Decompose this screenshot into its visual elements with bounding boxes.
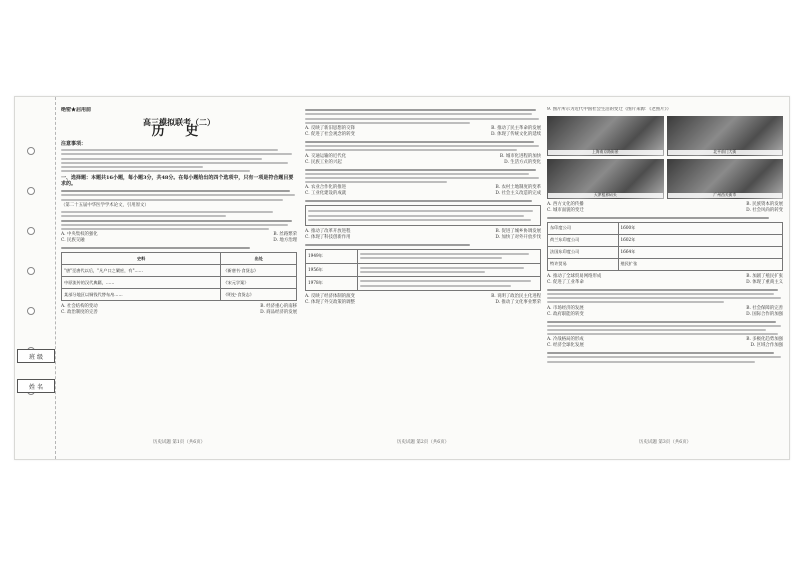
table-cell: 荷兰东印度公司 (548, 234, 619, 246)
binding-hole (27, 307, 35, 315)
photo-caption: 上海南京路街景 (548, 150, 663, 155)
q1-reference: （第二十五届中华医学学术论文，引用原文） (61, 202, 149, 208)
option[interactable]: B. 社会保障的完善 (746, 305, 783, 311)
historical-photo (547, 159, 664, 199)
option[interactable]: C. 体现了科技创新作用 (305, 235, 351, 240)
option[interactable]: B. 说明了政治民主化进程 (491, 293, 541, 299)
option[interactable]: D. 体现了传统文化的延续 (490, 131, 541, 137)
q9-lead: 9. 图片所示为近代中国社会生活的变迁（图片来源：《老照片》） (547, 107, 672, 112)
table-cell: 《新唐书·食货志》 (221, 265, 297, 277)
photo-grid (547, 116, 783, 199)
option[interactable]: D. 地方治理 (273, 238, 297, 244)
option[interactable]: B. 丝路繁荣 (273, 232, 297, 238)
exam-title: 高三模拟联考（二） (143, 117, 215, 127)
table-cell: 1664年 (618, 246, 783, 258)
table-row (548, 234, 783, 246)
option[interactable]: B. 多极化趋势加强 (746, 337, 783, 343)
page-footer: 历史试题 第3页（共6页） (638, 440, 692, 445)
option[interactable]: D. 社会主义改造的完成 (495, 191, 541, 197)
table-cell: 1949年 (306, 250, 358, 264)
table-row (548, 258, 783, 270)
table-cell: 某部分地区以铜钱代替布帛…… (62, 289, 221, 301)
option[interactable]: B. 农村土地制度的变革 (495, 185, 541, 191)
option[interactable]: A. 冷战格局的形成 (547, 337, 584, 343)
table-cell: 中原流传的汉代典籍，…… (62, 277, 221, 289)
option[interactable]: A. 西方文化的传播 (547, 201, 584, 207)
table-row (62, 265, 297, 277)
table-cell: 特许贸易 (548, 258, 619, 270)
option[interactable]: D. 商品经济的发展 (260, 310, 297, 316)
table-row (306, 250, 541, 264)
binding-hole (27, 227, 35, 235)
table-cell: 1956年 (306, 263, 358, 277)
historical-photo (667, 159, 784, 199)
notice-heading: 注意事项： (61, 141, 87, 147)
exam-sheet (14, 96, 790, 460)
option[interactable]: C. 政府职能的转变 (547, 311, 584, 317)
option[interactable]: A. 市场经济的发展 (547, 305, 584, 311)
option[interactable]: C. 民族工业的兴起 (305, 159, 342, 165)
binding-hole (27, 147, 35, 155)
option[interactable]: C. 城市面貌的变迁 (547, 207, 584, 213)
option[interactable]: C. 工业化建设的成就 (305, 191, 347, 197)
table-cell: 殖民扩张 (618, 258, 783, 270)
option[interactable]: D. 国际合作的加强 (746, 311, 783, 317)
exam-page-3 (547, 107, 783, 437)
photo-caption: 广州西关街市 (668, 193, 783, 198)
historical-photo (667, 116, 784, 156)
table-header: 史料 (62, 253, 221, 265)
company-table (547, 222, 783, 271)
option[interactable]: D. 生活方式的变化 (504, 159, 541, 165)
option[interactable]: D. 体现了重商主义 (746, 279, 783, 285)
table-cell: 法国东印度公司 (548, 246, 619, 258)
class-field[interactable]: 班 级 (17, 349, 55, 363)
option[interactable]: B. 城市化进程的加快 (499, 153, 541, 159)
table-cell: 东印度公司 (548, 222, 619, 234)
option[interactable]: B. 经济重心的南移 (260, 304, 297, 310)
table-row (62, 277, 297, 289)
option[interactable]: A. 中央集权的强化 (61, 232, 98, 238)
table-row (306, 263, 541, 277)
option[interactable]: D. 推动了文化事业繁荣 (495, 299, 541, 305)
quote-box (305, 205, 541, 226)
option[interactable]: D. 区域合作加强 (750, 343, 783, 349)
option[interactable]: C. 政治制度的完善 (61, 310, 98, 316)
option[interactable]: B. 加剧了殖民扩张 (746, 273, 783, 279)
table-cell: 1600年 (618, 222, 783, 234)
option[interactable]: C. 促进了社会观念的转变 (305, 131, 355, 137)
page-footer: 历史试题 第2页（共6页） (396, 440, 450, 445)
option[interactable]: A. 反映了经济体制的演变 (305, 293, 355, 299)
option[interactable]: C. 经济全球化发展 (547, 343, 584, 349)
option[interactable]: A. 反映了新旧思想的交锋 (305, 125, 355, 131)
option[interactable]: D. 加快了对外开放步伐 (495, 235, 541, 240)
option[interactable]: B. 民族资本的发展 (746, 201, 783, 207)
option[interactable]: A. 推动了全球贸易网络形成 (547, 273, 602, 279)
binding-hole (27, 267, 35, 275)
table-cell: 《宋元学案》 (221, 277, 297, 289)
years-table (305, 249, 541, 291)
name-field[interactable]: 姓 名 (17, 379, 55, 393)
table-row (306, 277, 541, 291)
subject-title: 历 史 (151, 124, 207, 139)
option[interactable]: C. 民族交融 (61, 238, 85, 244)
table-header: 出处 (221, 253, 297, 265)
secret-mark: 绝密★启用前 (61, 107, 92, 113)
table-cell: 《明史·食货志》 (221, 289, 297, 301)
option[interactable]: A. 交通运输的近代化 (305, 153, 347, 159)
photo-caption: 北平前门大街 (668, 150, 783, 155)
option[interactable]: A. 社会结构的变动 (61, 304, 98, 310)
option[interactable]: C. 体现了外交政策的调整 (305, 299, 355, 305)
table-cell: 1602年 (618, 234, 783, 246)
photo-caption: 天津租界码头 (548, 193, 663, 198)
table-row (548, 246, 783, 258)
historical-photo (547, 116, 664, 156)
option[interactable]: D. 社会风尚的转变 (746, 207, 783, 213)
page-footer: 历史试题 第1页（共6页） (152, 440, 206, 445)
table-cell: 1978年 (306, 277, 358, 291)
table-row (62, 289, 297, 301)
binding-hole (27, 187, 35, 195)
source-table (61, 252, 297, 301)
option[interactable]: B. 推动了民主革命的发展 (491, 125, 541, 131)
option[interactable]: B. 促进了城乡协调发展 (495, 229, 541, 234)
table-cell: "唐"至唐代以后，"凡户口之繁庶，有"…… (62, 265, 221, 277)
binding-margin (15, 97, 56, 459)
exam-page-1 (61, 107, 297, 437)
option[interactable]: C. 促进了工业革命 (547, 279, 584, 285)
option[interactable]: A. 农业合作化的推进 (305, 185, 347, 191)
exam-page-2 (305, 107, 541, 437)
option[interactable]: A. 推动了改革开放进程 (305, 229, 351, 234)
table-row (548, 222, 783, 234)
section-heading: 一、选择题：本题共16小题，每小题3分，共48分。在每小题给出的四个选项中，只有一项是符合题目要求的。 (61, 175, 294, 188)
